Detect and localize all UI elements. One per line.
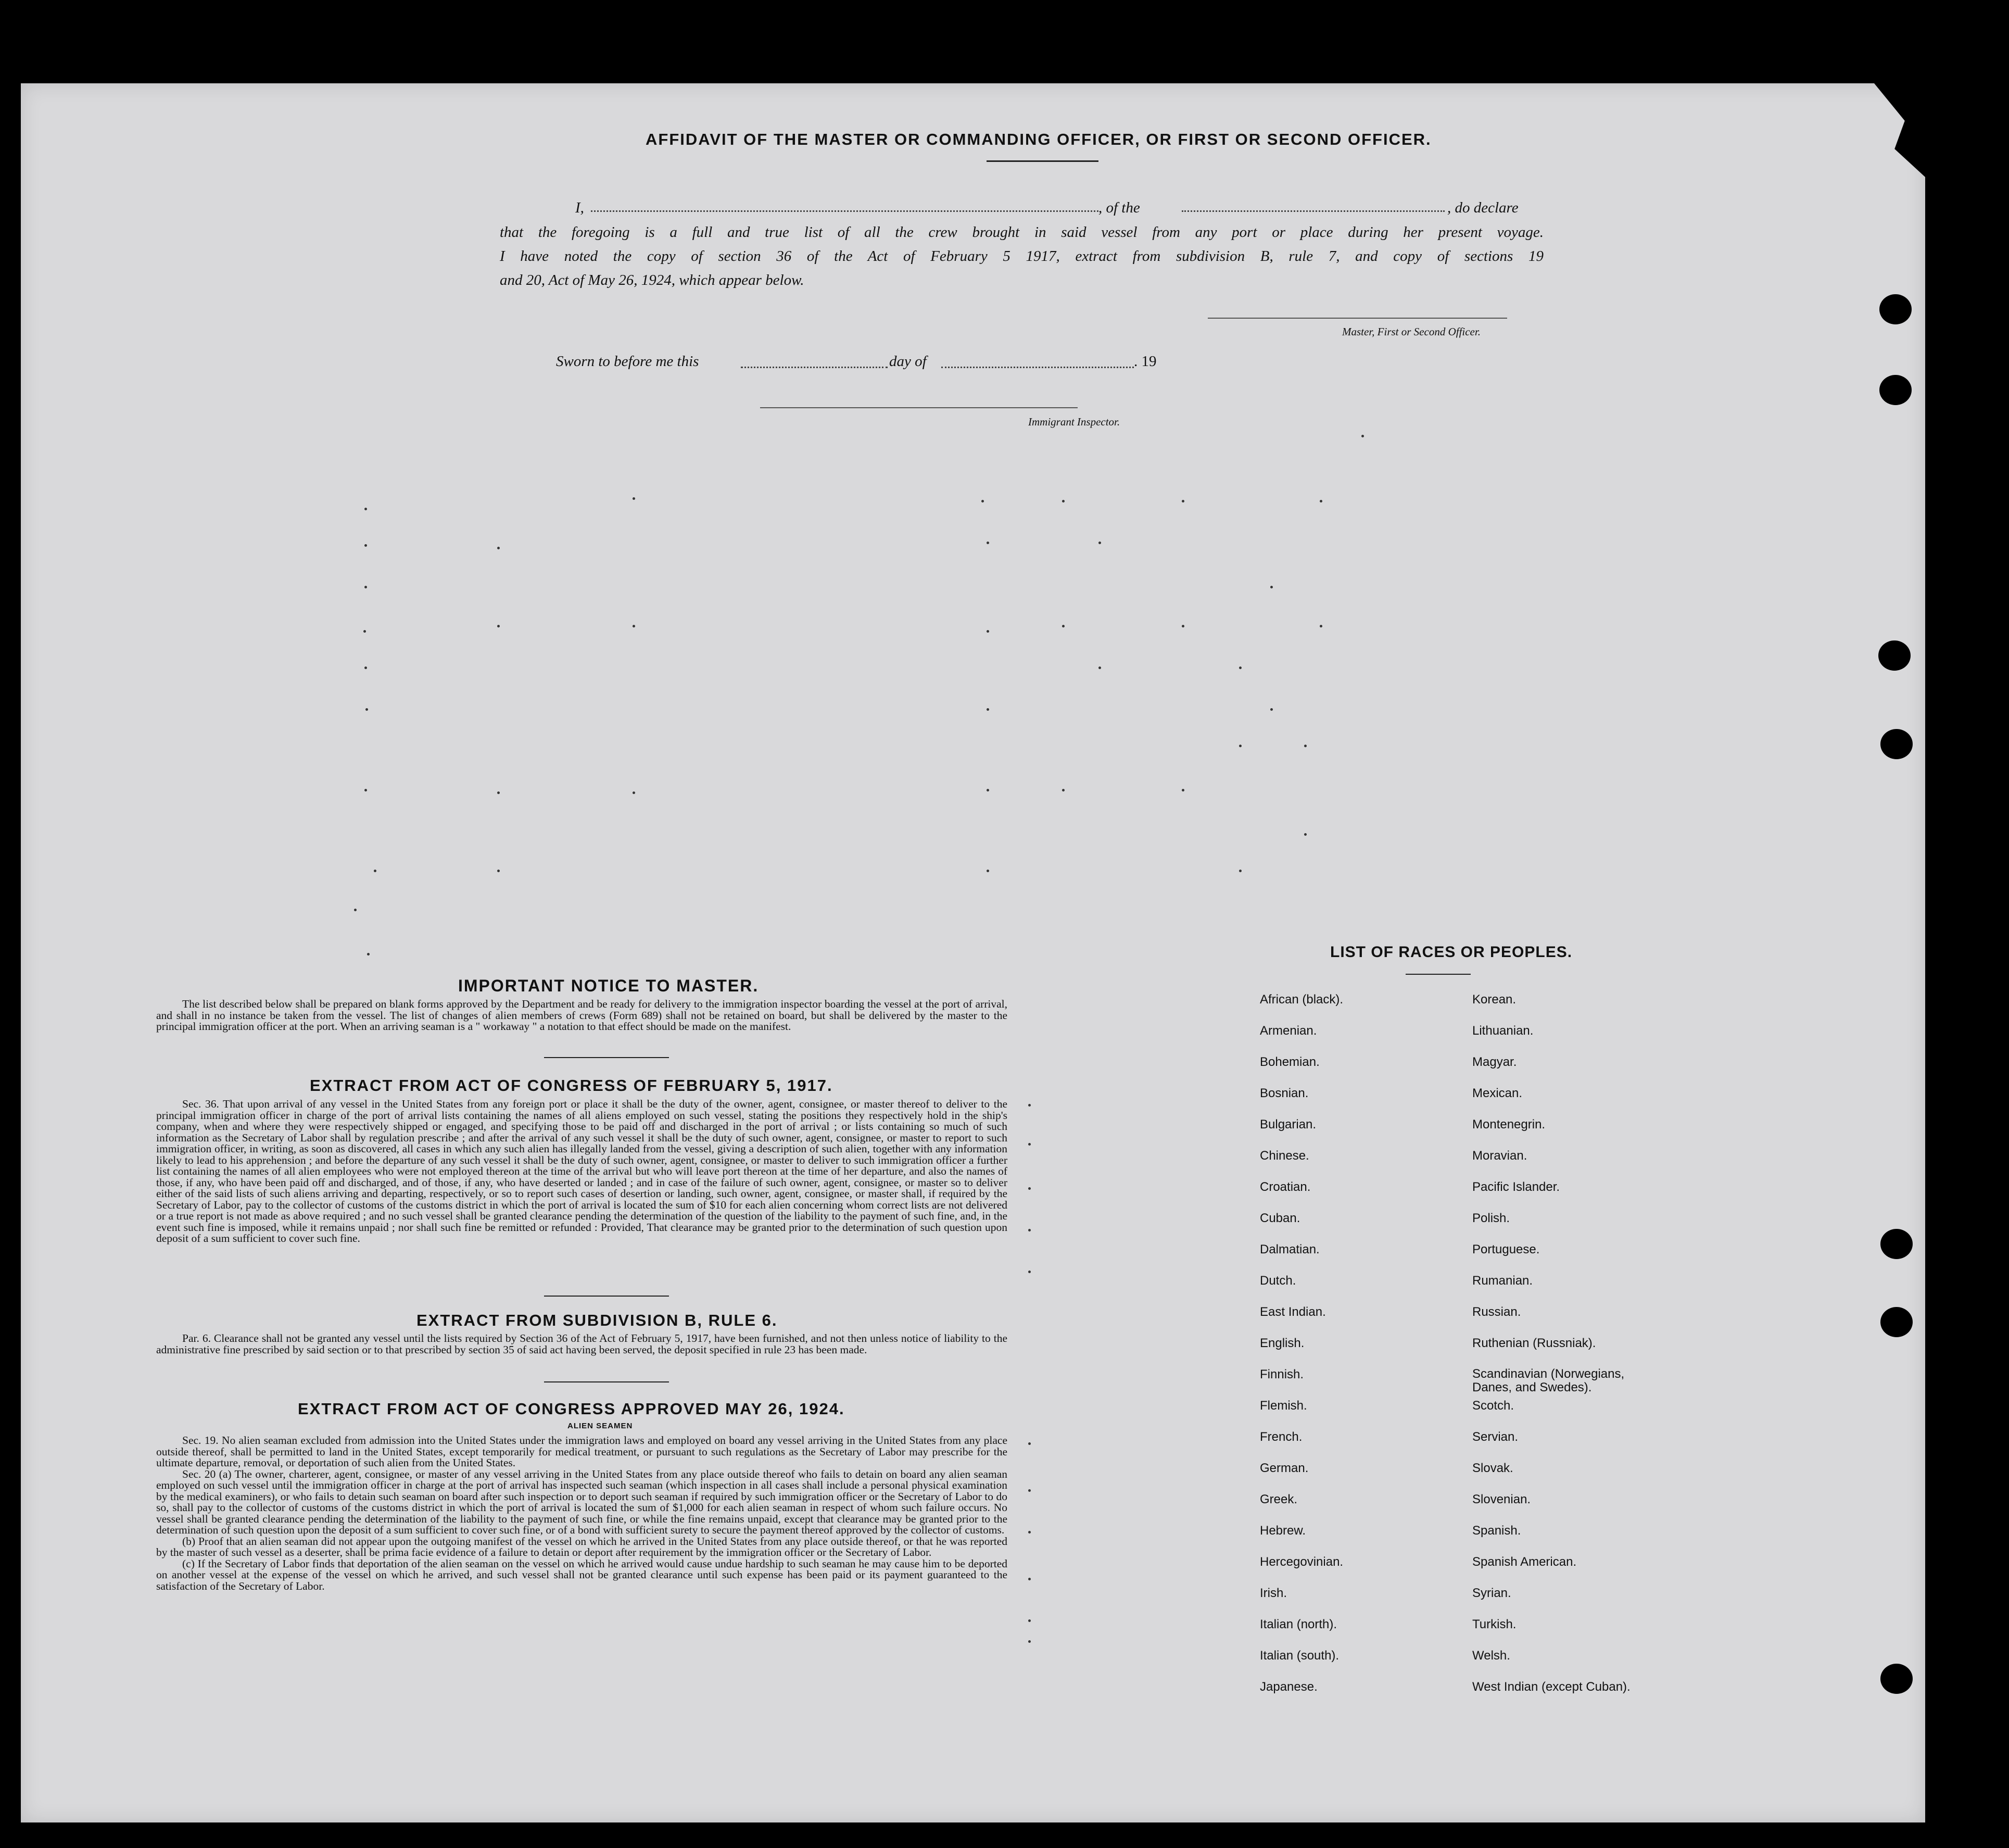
race-item: Lithuanian. (1472, 1024, 1534, 1038)
section-20c-paragraph: (c) If the Secretary of Labor finds that deportation of the alien seaman on the vessel on which he arrived would cause undue hardship to such seaman he may cause him to be deported on another vessel at the expense of the vessel on which he arrived, and such vessel shall not be granted clearance until such expense has been paid or its payment guaranteed to the satisfaction of the Secretary of Labor. (156, 1557, 1007, 1592)
race-item: Moravian. (1472, 1149, 1527, 1163)
tick-mark (1028, 1187, 1031, 1190)
binding-hole (1878, 640, 1911, 671)
sworn-day-of: day of (889, 353, 927, 370)
tick-mark (364, 789, 367, 791)
binding-hole (1880, 729, 1913, 759)
race-item: Bosnian. (1260, 1086, 1309, 1100)
tick-mark (987, 789, 989, 791)
tick-mark (1028, 1271, 1031, 1273)
race-item: East Indian. (1260, 1305, 1326, 1319)
tick-mark (1028, 1489, 1031, 1492)
inspector-caption: Immigrant Inspector. (1028, 416, 1120, 428)
affidavit-do-declare: , do declare (1447, 199, 1519, 216)
tick-mark (1028, 1143, 1031, 1146)
race-item: Cuban. (1260, 1211, 1300, 1225)
races-title-underline (1406, 974, 1471, 975)
race-item: Croatian. (1260, 1180, 1311, 1194)
sworn-label: Sworn to before me this (556, 353, 699, 370)
tick-mark (1182, 789, 1184, 791)
race-item: French. (1260, 1430, 1303, 1444)
extract-1917-title: EXTRACT FROM ACT OF CONGRESS OF FEBRUARY 5, 1917. (310, 1076, 833, 1095)
tick-mark (364, 508, 367, 510)
tick-mark (367, 953, 370, 956)
race-item: English. (1260, 1336, 1305, 1350)
tick-mark (354, 909, 357, 911)
race-item: Montenegrin. (1472, 1117, 1546, 1132)
race-item: Flemish. (1260, 1399, 1307, 1413)
tick-mark (1239, 667, 1242, 669)
rule-6-text (156, 1333, 1007, 1355)
extract-1924-title: EXTRACT FROM ACT OF CONGRESS APPROVED MAY 26, 1924. (298, 1400, 845, 1418)
section-36-paragraph: Sec. 36. That upon arrival of any vessel in the United States from any foreign port or place it shall be the duty of the owner, agent, consignee, or master thereof to deliver to the principal immigration officer in charge of the port of arrival lists containing the names of all aliens employed on such vessel, stating the positions they respectively hold in the ship's company, when and where they were respectively shipped or engaged, and specifying those to be paid off and discharged in the port of arrival ; or lists containing so much of such information as the Secretary of Labor shall by regulation prescribe ; and after the arrival of any such vessel it shall be the duty of such owner, agent, consignee, or master to report to such immigration officer, in writing, as soon as discovered, all cases in which any such alien has illegally landed from the vessel, giving a description of such alien, together with any information likely to lead to his apprehension ; and before the departure of any such vessel it shall be the duty of such owner, agent, consignee, or master to deliver to such immigration officer a further list containing the names of all alien employees who were not employed thereon at the time of the arrival but who will leave port thereon at the time of her departure, and also the names of those, if any, who have been paid off and discharged, and of those, if any, who have deserted or landed ; and in case of the failure of such owner, agent, consignee, or master so to deliver either of the said lists of such aliens arriving and departing, respectively, or so to report such cases of desertion or landing, such owner, agent, consignee, or master shall, if required by the Secretary of Labor, pay to the collector of customs of the customs district in which the port of arrival is located the sum of $10 for each alien concerning whom correct lists are not delivered or a true report is not made as above required ; and no such vessel shall be granted clearance pending the determination of the question of the liability to the payment of such fine, and, in the event such fine is imposed, while it remains unpaid ; nor shall such fine be remitted or refunded : Provided, That clearance may be granted prior to the determination of such question upon deposit of a sum sufficient to cover such fine. (156, 1098, 1007, 1244)
races-title: LIST OF RACES OR PEOPLES. (1330, 944, 1573, 961)
race-item: Chinese. (1260, 1149, 1309, 1163)
notice-paragraph: The list described below shall be prepared on blank forms approved by the Department and be ready for delivery to the immigration inspector boarding the vessel at the port of arrival, and shall in no instance be taken from the vessel. The list of changes of alien members of crews (Form 689) shall not be retained on board, but shall be delivered by the master to the principal immigration officer at the port. When an arriving seaman is a " workaway " a notation to that effect should be made on the manifest. (156, 998, 1007, 1033)
separator-rule (544, 1381, 669, 1382)
race-item: German. (1260, 1461, 1309, 1475)
tick-mark (1182, 625, 1184, 627)
tick-mark (1028, 1104, 1031, 1107)
race-item: Italian (north). (1260, 1617, 1337, 1631)
tick-mark (633, 497, 635, 500)
affidavit-line-4: and 20, Act of May 26, 1924, which appear below. (500, 272, 804, 288)
tick-mark (363, 630, 366, 633)
tick-mark (1062, 625, 1065, 627)
race-item: Finnish. (1260, 1367, 1304, 1381)
extract-1924-text (156, 1435, 1007, 1592)
tick-mark (1062, 789, 1065, 791)
race-item: Korean. (1472, 992, 1517, 1007)
title-underline (987, 160, 1098, 162)
section-19-paragraph: Sec. 19. No alien seaman excluded from admission into the United States under the immigration laws and employed on board any vessel arriving in the United States from any place outside thereof, shall be permitted to land in the United States, except temporarily for medical treatment, or pursuant to such regulations as the Secretary of Labor may prescribe for the ultimate departure, removal, or deportation of such alien from the United States. (156, 1434, 1007, 1469)
tick-mark (1270, 586, 1273, 588)
sworn-year: . 19 (1134, 353, 1157, 370)
race-item: Bohemian. (1260, 1055, 1320, 1069)
race-item: Portuguese. (1472, 1242, 1540, 1256)
race-item: Dalmatian. (1260, 1242, 1320, 1256)
race-item: West Indian (except Cuban). (1472, 1680, 1631, 1694)
tick-mark (1182, 500, 1184, 502)
tick-mark (987, 542, 989, 544)
affidavit-line-2: that the foregoing is a full and true list of all the crew brought in said vessel from any port or place during her present voyage. (500, 224, 1544, 241)
race-item: Mexican. (1472, 1086, 1523, 1100)
tick-mark (981, 500, 984, 502)
binding-hole (1880, 1307, 1913, 1337)
tick-mark (1320, 625, 1322, 627)
race-item: Hebrew. (1260, 1524, 1306, 1538)
section-20b-paragraph: (b) Proof that an alien seaman did not appear upon the outgoing manifest of the vessel on which he arrived in the United States from any place outside thereof, or that he was reported by the master of such vessel as a deserter, shall be prima facie evidence of a failure to detain or deport after requirement by the immigration officer or the Secretary of Labor. (156, 1535, 1007, 1558)
race-item: Irish. (1260, 1586, 1287, 1600)
tick-mark (497, 870, 500, 872)
race-item: Magyar. (1472, 1055, 1517, 1069)
race-item: Slovak. (1472, 1461, 1513, 1475)
tick-mark (1239, 745, 1242, 747)
name-blank[interactable] (591, 210, 1098, 212)
race-item: Japanese. (1260, 1680, 1318, 1694)
race-item: Welsh. (1472, 1649, 1510, 1663)
vessel-blank[interactable] (1182, 210, 1445, 212)
tick-mark (365, 708, 368, 711)
tick-mark (364, 544, 367, 547)
race-item: Syrian. (1472, 1586, 1511, 1600)
race-item: African (black). (1260, 992, 1344, 1007)
separator-rule (544, 1057, 669, 1058)
tick-mark (1028, 1619, 1031, 1622)
sworn-month-blank[interactable] (941, 367, 1134, 368)
affidavit-line-1 (575, 199, 1544, 220)
race-item: Polish. (1472, 1211, 1510, 1225)
race-item: Italian (south). (1260, 1649, 1340, 1663)
tick-mark (364, 667, 367, 669)
tick-mark (1320, 500, 1322, 502)
affidavit-line-3: I have noted the copy of section 36 of the Act of February 5 1917, extract from subdivision B, rule 7, and copy of sections 19 (500, 248, 1544, 265)
par-6-paragraph: Par. 6. Clearance shall not be granted any vessel until the lists required by Section 36 of the Act of February 5, 1917, have been furnished, and not then unless notice of liability to the administrative fine prescribed by said section or to that prescribed by section 35 of said act having been served, the deposit specified in rule 23 has been made. (156, 1332, 1007, 1356)
separator-rule (544, 1296, 669, 1297)
master-signature-line[interactable] (1208, 318, 1507, 319)
tick-mark (1304, 833, 1307, 836)
tick-mark (1361, 435, 1364, 437)
race-item: Spanish American. (1472, 1555, 1577, 1569)
tick-mark (987, 630, 989, 633)
affidavit-i: I, (575, 199, 584, 216)
tick-mark (633, 791, 635, 794)
extract-1917-text (156, 1099, 1007, 1244)
race-item: Armenian. (1260, 1024, 1317, 1038)
tick-mark (1239, 870, 1242, 872)
tick-mark (1028, 1442, 1031, 1445)
binding-hole (1880, 1229, 1913, 1259)
race-item: Dutch. (1260, 1274, 1296, 1288)
tick-mark (374, 870, 376, 872)
tick-mark (1098, 667, 1101, 669)
tick-mark (1062, 500, 1065, 502)
race-item: Scandinavian (Norwegians, Danes, and Swedes). (1472, 1367, 1625, 1394)
tick-mark (1098, 542, 1101, 544)
race-item: Hercegovinian. (1260, 1555, 1344, 1569)
tick-mark (633, 625, 635, 627)
tick-mark (1028, 1640, 1031, 1643)
affidavit-title: AFFIDAVIT OF THE MASTER OR COMMANDING OFFICER, OR FIRST OR SECOND OFFICER. (646, 130, 1432, 148)
rule-6-title: EXTRACT FROM SUBDIVISION B, RULE 6. (416, 1311, 778, 1329)
notice-text (156, 999, 1007, 1033)
tick-mark (497, 547, 500, 549)
race-item: Bulgarian. (1260, 1117, 1317, 1132)
tick-mark (364, 586, 367, 588)
tick-mark (1028, 1229, 1031, 1231)
tick-mark (497, 791, 500, 794)
sworn-day-blank[interactable] (741, 367, 888, 368)
alien-seamen-subtitle: ALIEN SEAMEN (567, 1422, 633, 1430)
race-item: Scotch. (1472, 1399, 1514, 1413)
section-20a-paragraph: Sec. 20 (a) The owner, charterer, agent, consignee, or master of any vessel arriving in the United States from any place outside thereof who fails to detain on board any alien seaman employed on such vessel until the immigration officer in charge at the port of arrival has inspected such seaman (which inspection in all cases shall include a personal physical examination by the medical examiners), or who fails to detain such seaman on board after such inspection or to deport such seaman if required by such immigration officer or the Secretary of Labor to do so, shall pay to the collector of customs of the customs district in which the port of arrival is located the sum of $1,000 for each alien seaman in respect of whom such failure occurs. No vessel shall be granted clearance pending the determination of the liability to the payment of such fine, or while the fine remains unpaid, except that clearance may be granted prior to the determination of such question upon the deposit of a sum sufficient to cover such fine, or of a bond with sufficient surety to secure the payment thereof approved by the collector of customs. (156, 1467, 1007, 1536)
race-item: Turkish. (1472, 1617, 1517, 1631)
tick-mark (1028, 1531, 1031, 1533)
binding-hole (1880, 1664, 1913, 1694)
race-item: Slovenian. (1472, 1492, 1531, 1506)
tick-mark (1304, 745, 1307, 747)
tick-mark (497, 625, 500, 627)
race-item: Russian. (1472, 1305, 1521, 1319)
race-item: Pacific Islander. (1472, 1180, 1560, 1194)
race-item: Ruthenian (Russniak). (1472, 1336, 1596, 1350)
tick-mark (987, 870, 989, 872)
race-item: Rumanian. (1472, 1274, 1533, 1288)
master-caption: Master, First or Second Officer. (1342, 325, 1481, 338)
notice-title: IMPORTANT NOTICE TO MASTER. (458, 976, 759, 995)
tick-mark (1270, 708, 1273, 711)
race-item: Greek. (1260, 1492, 1298, 1506)
tick-mark (987, 708, 989, 711)
race-item: Servian. (1472, 1430, 1519, 1444)
race-item: Spanish. (1472, 1524, 1521, 1538)
binding-hole (1879, 375, 1912, 405)
inspector-signature-line[interactable] (760, 407, 1078, 408)
binding-hole (1879, 294, 1912, 324)
affidavit-of-the: , of the (1098, 199, 1140, 216)
tick-mark (1028, 1578, 1031, 1580)
